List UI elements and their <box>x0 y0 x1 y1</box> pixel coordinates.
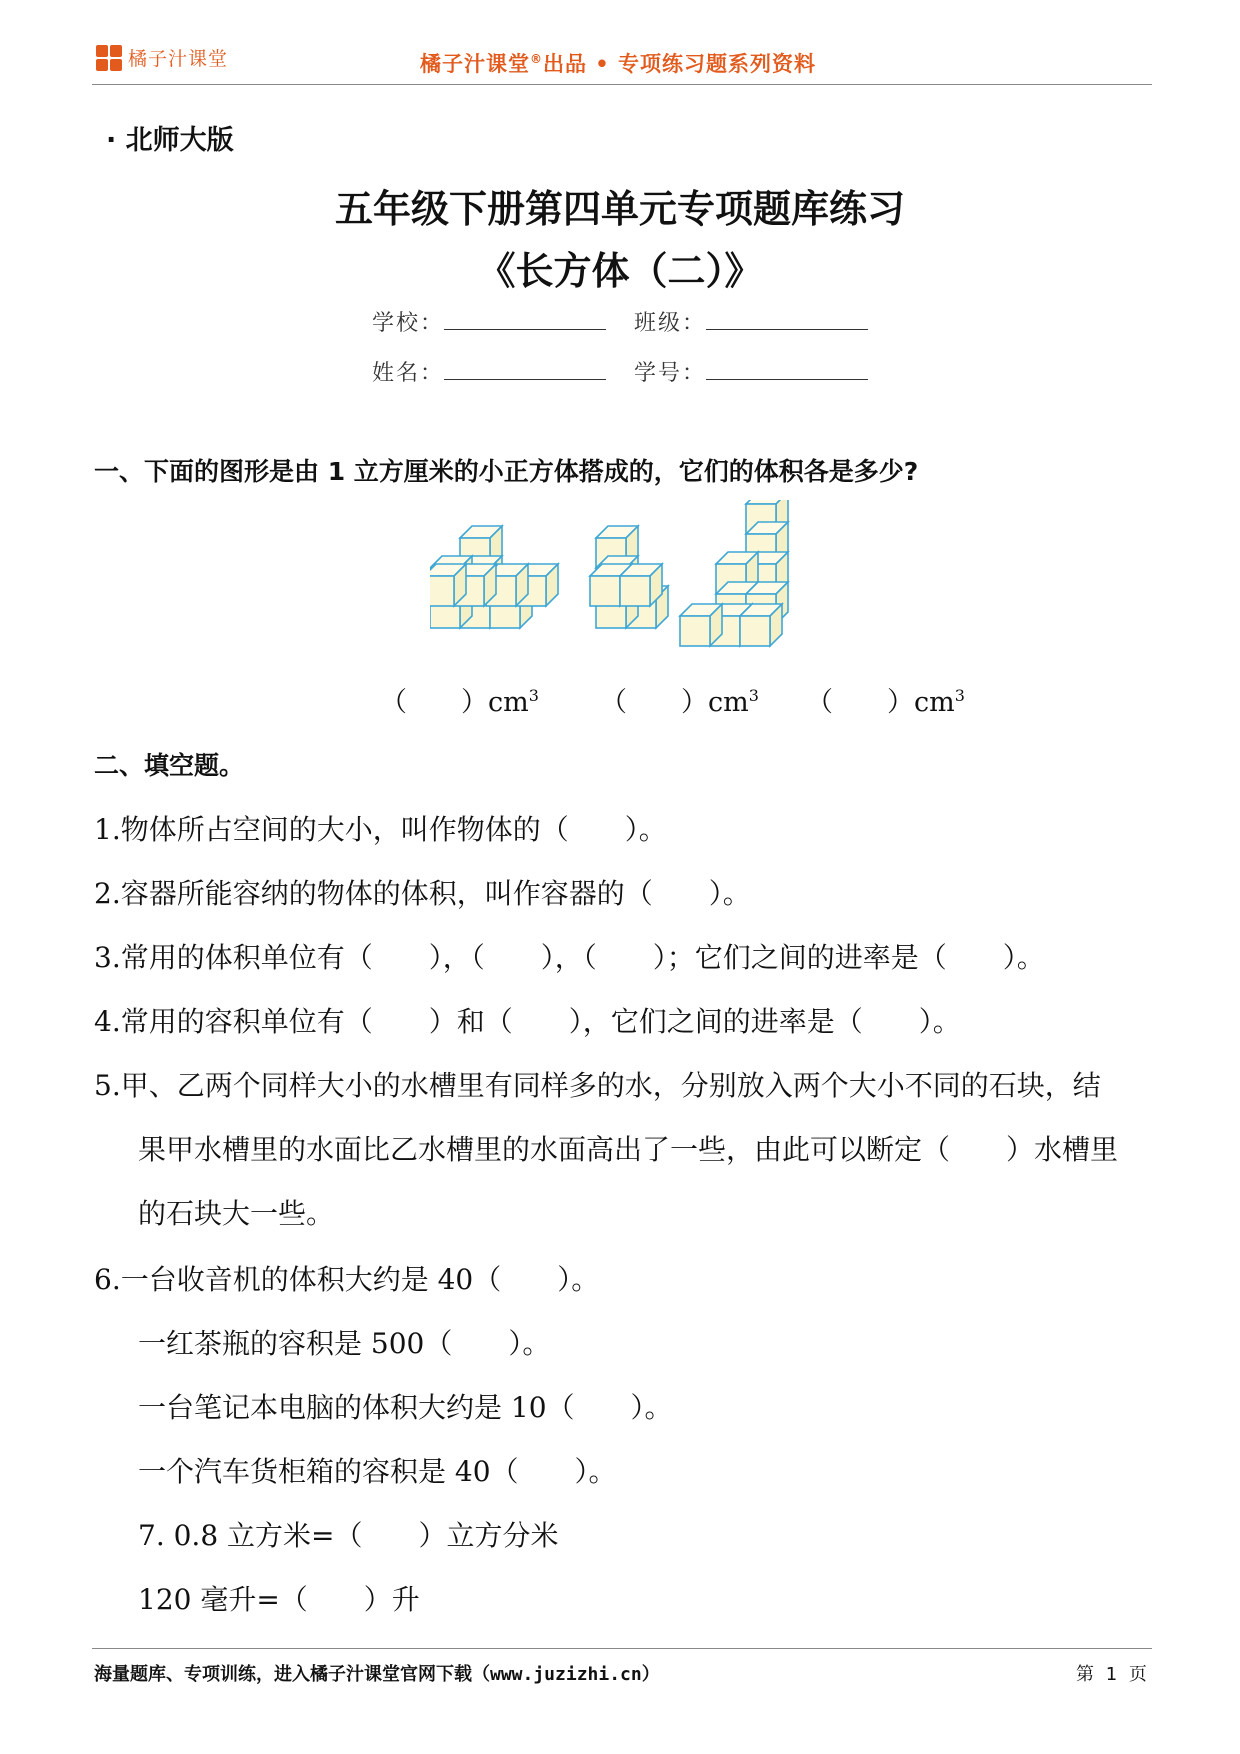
question-6-line4: 一个汽车货柜箱的容积是 40（ ）。 <box>138 1455 617 1488</box>
footer-divider <box>92 1648 1152 1649</box>
answer-slot-3-text: （ ）cm <box>806 687 955 718</box>
school-label: 学校： <box>372 311 445 336</box>
question-6-line1: 6.一台收音机的体积大约是 40（ ）。 <box>94 1263 600 1296</box>
logo-text: 橘子汁课堂 <box>128 48 229 70</box>
school-blank[interactable] <box>444 311 606 330</box>
cube-figure-3 <box>680 500 788 646</box>
name-label: 姓名： <box>372 361 445 386</box>
answer-slot-2[interactable] <box>600 680 759 719</box>
header-title <box>420 48 816 78</box>
page-number: 第 1 页 <box>1076 1664 1150 1685</box>
student-number-field[interactable] <box>634 356 868 387</box>
page-subtitle: 《长方体（二）》 <box>477 249 763 293</box>
answer-slot-1-text: （ ）cm <box>380 687 529 718</box>
section1-heading: 一、下面的图形是由 1 立方厘米的小正方体搭成的，它们的体积各是多少? <box>94 457 919 486</box>
question-1: 1.物体所占空间的大小，叫作物体的（ ）。 <box>94 813 667 846</box>
answer-slot-1-exp: 3 <box>528 686 539 705</box>
question-5-line3: 的石块大一些。 <box>138 1197 335 1230</box>
question-4: 4.常用的容积单位有（ ）和（ ），它们之间的进率是（ ）。 <box>94 1005 961 1038</box>
question-3: 3.常用的体积单位有（ ），（ ），（ ）；它们之间的进率是（ ）。 <box>94 941 1045 974</box>
header-divider <box>92 84 1152 85</box>
answer-slot-3-exp: 3 <box>954 686 965 705</box>
answer-slot-2-text: （ ）cm <box>600 687 749 718</box>
school-field[interactable] <box>372 306 606 337</box>
registered-mark: ® <box>530 52 543 66</box>
name-blank[interactable] <box>444 361 606 380</box>
cube-figure-1 <box>430 526 558 628</box>
question-6-line2: 一红茶瓶的容积是 500（ ）。 <box>138 1327 551 1360</box>
answer-slot-2-exp: 3 <box>748 686 759 705</box>
question-7-line2: 120 毫升=（ ）升 <box>138 1583 420 1616</box>
footer-text: 海量题库、专项训练，进入橘子汁课堂官网下载（www.juzizhi.cn） <box>94 1664 660 1685</box>
logo-icon <box>96 45 122 71</box>
header-title-brand: 橘子汁课堂 <box>420 52 530 76</box>
header-title-rest: 出品 • 专项练习题系列资料 <box>543 52 817 76</box>
edition-label: · 北师大版 <box>106 125 234 156</box>
answer-slot-3[interactable] <box>806 680 965 719</box>
question-2: 2.容器所能容纳的物体的体积，叫作容器的（ ）。 <box>94 877 751 910</box>
question-5-line1: 5.甲、乙两个同样大小的水槽里有同样多的水，分别放入两个大小不同的石块，结 <box>94 1069 1101 1102</box>
question-5-line2: 果甲水槽里的水面比乙水槽里的水面高出了一些，由此可以断定（ ）水槽里 <box>138 1133 1119 1166</box>
name-field[interactable] <box>372 356 606 387</box>
class-field[interactable] <box>634 306 868 337</box>
cube-figure-2 <box>590 526 668 628</box>
student-number-label: 学号： <box>634 361 707 386</box>
cube-figures <box>430 500 810 660</box>
header-logo <box>96 44 228 71</box>
student-number-blank[interactable] <box>706 361 868 380</box>
answer-slot-1[interactable] <box>380 680 539 719</box>
class-label: 班级： <box>634 311 707 336</box>
class-blank[interactable] <box>706 311 868 330</box>
page-title: 五年级下册第四单元专项题库练习 <box>334 187 905 231</box>
section2-heading: 二、填空题。 <box>94 751 245 780</box>
question-6-line3: 一台笔记本电脑的体积大约是 10（ ）。 <box>138 1391 673 1424</box>
question-7-line1: 7. 0.8 立方米=（ ）立方分米 <box>138 1519 559 1552</box>
